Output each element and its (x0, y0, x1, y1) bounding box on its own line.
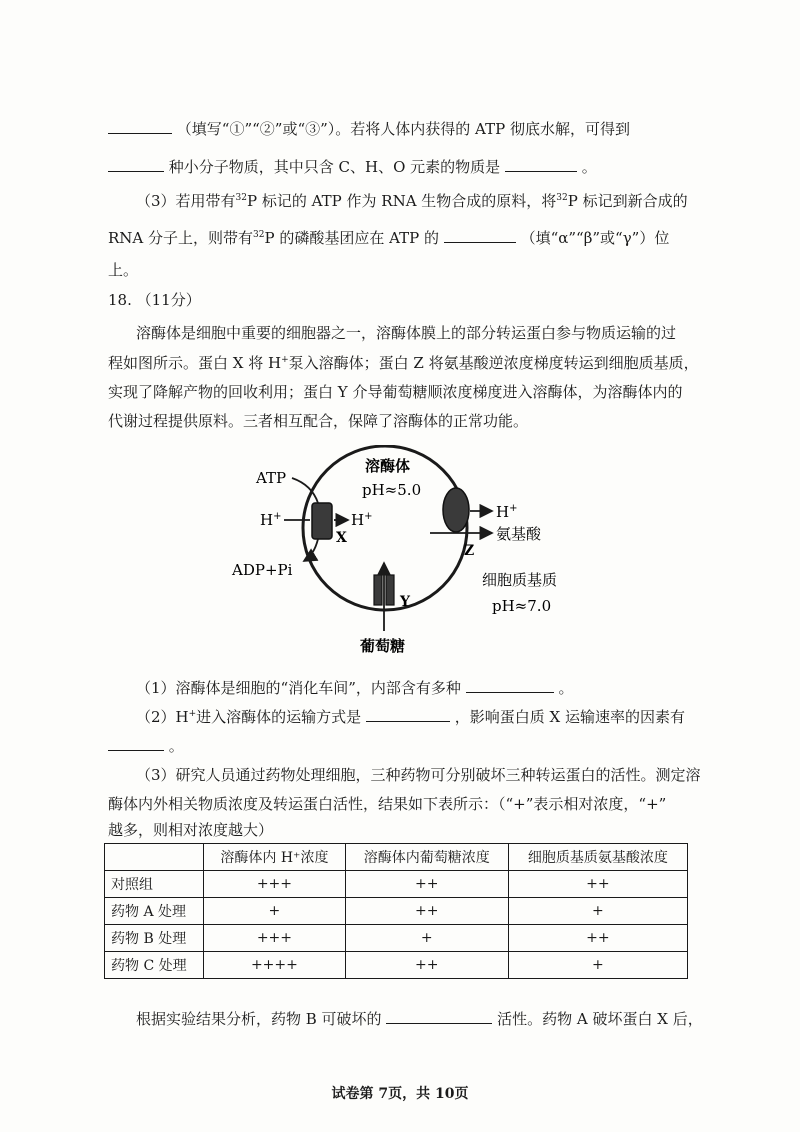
table-row (105, 952, 688, 979)
table-cell: +++ (204, 925, 346, 952)
table-cell: + (508, 898, 687, 925)
table-row (105, 898, 688, 925)
answer-blank[interactable] (108, 117, 172, 134)
table-row (105, 871, 688, 898)
ph-outside-label: pH≈7.0 (492, 597, 552, 615)
table-cell: 药物 C 处理 (105, 952, 204, 979)
protein-y-left (374, 575, 382, 605)
amino-label: 氨基酸 (496, 525, 542, 543)
table-header-cell: 溶酶体内 H⁺浓度 (204, 844, 346, 871)
after-table-line: 根据实验结果分析，药物 B 可破坏的 活性。药物 A 破坏蛋白 X 后， (136, 1007, 703, 1031)
h-outside-label: H+ (260, 511, 282, 529)
q18-intro-4: 代谢过程提供原料。三者相互配合，保障了溶酶体的正常功能。 (108, 412, 529, 430)
answer-blank[interactable] (108, 155, 164, 172)
table-header-cell (105, 844, 204, 871)
table-cell: + (508, 952, 687, 979)
answer-blank[interactable] (366, 705, 450, 722)
adp-label: ADP+Pi (232, 561, 293, 579)
answer-blank[interactable] (505, 155, 577, 172)
q17-sub3-line-3: 上。 (108, 261, 139, 279)
q17-sub3-line-1: （3）若用带有$^{32}$P 标记的 ATP 作为 RNA 生物合成的原料，将$^{32}$P 标记到新合成的 (136, 192, 688, 210)
q18-sub2-cont: 。 (108, 734, 184, 758)
protein-y-label: Y (400, 594, 410, 610)
q18-sub3-line-1: （3）研究人员通过药物处理细胞，三种药物可分别破坏三种转运蛋白的活性。测定溶 (136, 766, 701, 784)
answer-blank[interactable] (108, 734, 164, 751)
protein-x (312, 503, 332, 539)
h-inside-label: H+ (351, 511, 373, 529)
protein-z-label: Z (464, 543, 475, 559)
cytosol-label: 细胞质基质 (482, 571, 558, 589)
table-cell: ++ (345, 898, 508, 925)
lysosome-label: 溶酶体 (365, 457, 411, 475)
table-cell: + (345, 925, 508, 952)
lysosome-diagram (220, 445, 600, 660)
table-cell: 药物 A 处理 (105, 898, 204, 925)
table-cell: +++ (204, 871, 346, 898)
q18-sub2: （2）H+进入溶酶体的运输方式是 ，影响蛋白质 X 运输速率的因素有 (136, 705, 685, 729)
atp-arrow (292, 478, 318, 503)
table-cell: ++ (345, 952, 508, 979)
table-cell: ++ (508, 925, 687, 952)
table-header-row (105, 844, 688, 871)
table-cell: 药物 B 处理 (105, 925, 204, 952)
q17-line1-text: （填写“①”“②”或“③”）。若将人体内获得的 ATP 彻底水解，可得到 (176, 120, 630, 138)
q18-sub3-line-2: 酶体内外相关物质浓度及转运蛋白活性，结果如下表所示：（“+”表示相对浓度，“+” (108, 795, 667, 813)
table-cell: 对照组 (105, 871, 204, 898)
protein-z (443, 488, 469, 532)
protein-x-label: X (336, 530, 347, 546)
q18-intro-2: 程如图所示。蛋白 X 将 H+泵入溶酶体；蛋白 Z 将氨基酸逆浓度梯度转运到细胞质基质， (108, 354, 699, 372)
table-cell: ++ (345, 871, 508, 898)
table-cell: ++++ (204, 952, 346, 979)
h-out-label: H+ (496, 503, 518, 521)
table-header-cell: 溶酶体内葡萄糖浓度 (345, 844, 508, 871)
q18-header: 18. （11分） (108, 291, 201, 309)
q18-intro-1: 溶酶体是细胞中重要的细胞器之一，溶酶体膜上的部分转运蛋白参与物质运输的过 (136, 324, 677, 342)
page-footer: 试卷第 7页，共 10页 (331, 1086, 469, 1102)
ph-inside-label: pH≈5.0 (362, 481, 422, 499)
answer-blank[interactable] (444, 226, 516, 243)
table-cell: ++ (508, 871, 687, 898)
q18-sub1: （1）溶酶体是细胞的“消化车间”，内部含有多种 。 (136, 676, 573, 700)
q18-intro-3: 实现了降解产物的回收利用；蛋白 Y 介导葡萄糖顺浓度梯度进入溶酶体，为溶酶体内的 (108, 383, 683, 401)
answer-blank[interactable] (466, 676, 554, 693)
table-row (105, 925, 688, 952)
q17-line-1 (108, 117, 630, 141)
q17-line-2: 种小分子物质，其中只含 C、H、O 元素的物质是 。 (108, 155, 597, 179)
atp-label: ATP (256, 469, 287, 487)
results-table (104, 843, 688, 979)
table-header-cell: 细胞质基质氨基酸浓度 (508, 844, 687, 871)
glucose-label: 葡萄糖 (360, 637, 406, 655)
answer-blank[interactable] (386, 1007, 492, 1024)
q18-sub3-line-3: 越多，则相对浓度越大） (108, 821, 274, 839)
protein-y-right (386, 575, 394, 605)
q17-sub3-line-2: RNA 分子上，则带有$^{32}$P 的磷酸基团应在 ATP 的 （填“α”“β”或“γ”）位 (108, 226, 669, 250)
table-cell: + (204, 898, 346, 925)
